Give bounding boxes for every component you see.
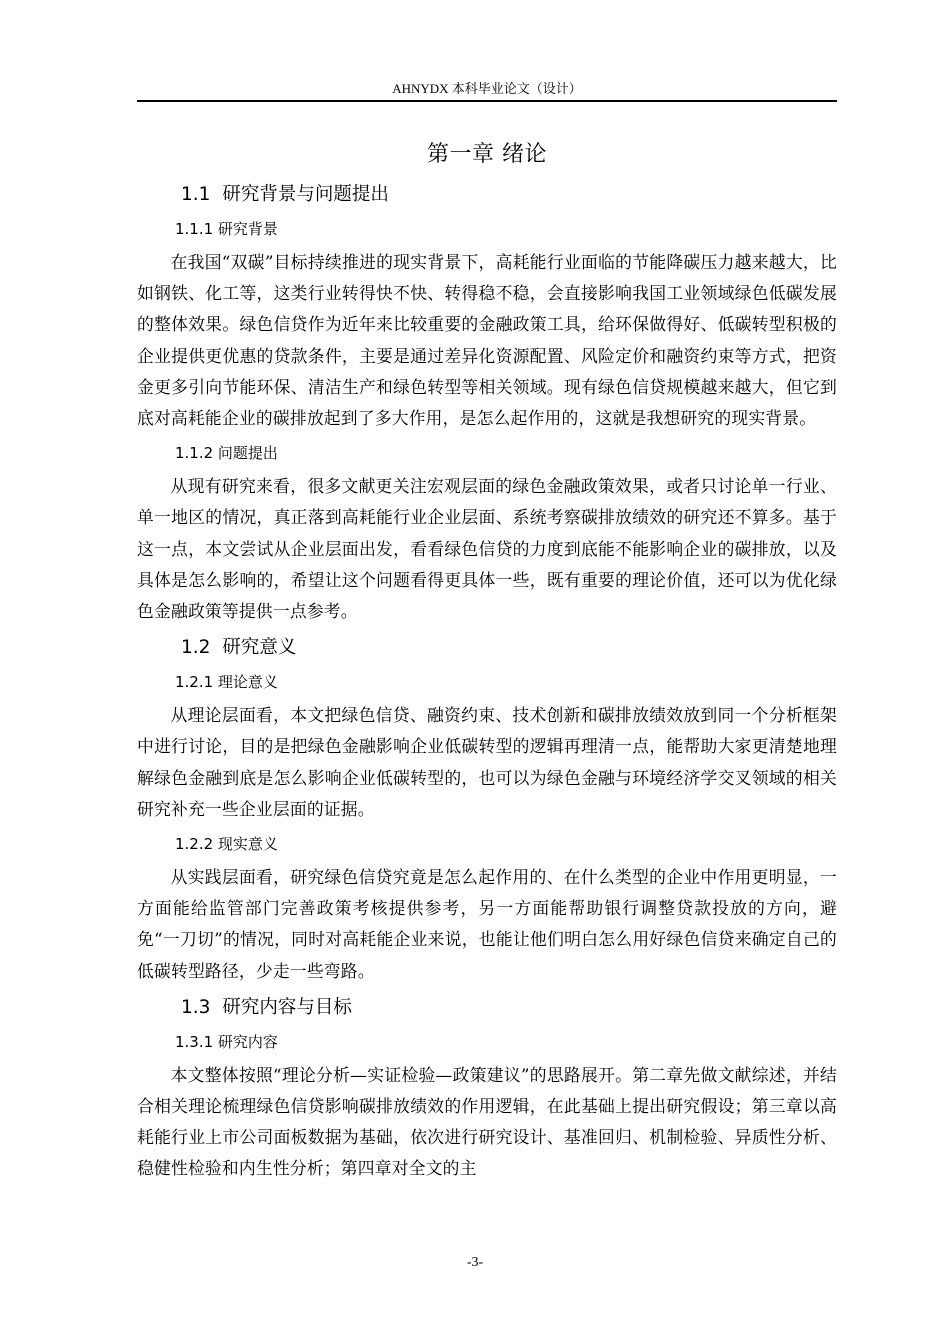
chapter-title: 第一章 绪论 bbox=[427, 142, 547, 167]
running-header: AHNYDX 本科毕业论文（设计） bbox=[392, 81, 582, 96]
paragraph-research-background: 在我国“双碳”目标持续推进的现实背景下，高耗能行业面临的节能降碳压力越来越大，比如钢铁、化工等，这类行业转得快不快、转得稳不稳，会直接影响我国工业领域绿色低碳发展的整体效果。绿色信贷作为近年来比较重要的金融政策工具，给环保做得好、低碳转型积极的企业提供更优惠的贷款条件，主要是通过差异化资源配置、风险定价和融资约束等方式，把资金更多引向节能环保、清洁生产和绿色转型等相关领域。现有绿色信贷规模越来越大，但它到底对高耗能企业的碳排放起到了多大作用，是怎么起作用的，这就是我想研究的现实背景。 bbox=[137, 252, 837, 429]
section-number: 1.1 bbox=[181, 184, 211, 205]
section-number: 1.3 bbox=[181, 996, 211, 1018]
section-heading-1-2 bbox=[181, 631, 837, 665]
paragraph-practical-significance: 从实践层面看，研究绿色信贷究竟是怎么起作用的、在什么类型的企业中作用更明显，一方面能给监管部门完善政策考核提供参考，另一方面能帮助银行调整贷款投放的方向，避免“一刀切”的情况，同时对高耗能企业来说，也能让他们明白怎么用好绿色信贷来确定自己的低碳转型路径，少走一些弯路。 bbox=[137, 867, 837, 981]
page-number: -3- bbox=[466, 1255, 484, 1270]
section-heading-1-1 bbox=[181, 178, 837, 212]
paragraph-theoretical-significance: 从理论层面看，本文把绿色信贷、融资约束、技术创新和碳排放绩效放到同一个分析框架中进行讨论，目的是把绿色金融影响企业低碳转型的逻辑再理清一点，能帮助大家更清楚地理解绿色金融到底是怎么影响企业低碳转型的，也可以为绿色金融与环境经济学交叉领域的相关研究补充一些企业层面的证据。 bbox=[137, 705, 837, 819]
subsection-heading-1-2-2: 1.2.2 现实意义 bbox=[175, 835, 278, 854]
section-title: 研究内容与目标 bbox=[222, 996, 352, 1018]
subsection-heading-1-1-1: 1.1.1 研究背景 bbox=[175, 220, 278, 238]
page-content bbox=[137, 138, 837, 1189]
paragraph-problem-statement: 从现有研究来看，很多文献更关注宏观层面的绿色金融政策效果，或者只讨论单一行业、单一地区的情况，真正落到高耗能行业企业层面、系统考察碳排放绩效的研究还不算多。基于这一点，本文尝试从企业层面出发，看看绿色信贷的力度到底能不能影响企业的碳排放，以及具体是怎么影响的，希望让这个问题看得更具体一些，既有重要的理论价值，还可以为优化绿色金融政策等提供一点参考。 bbox=[137, 476, 837, 622]
section-heading-1-3 bbox=[181, 991, 837, 1025]
section-title: 研究背景与问题提出 bbox=[222, 184, 389, 205]
subsection-heading-1-3-1: 1.3.1 研究内容 bbox=[175, 1032, 278, 1051]
paragraph-research-content: 本文整体按照“理论分析—实证检验—政策建议”的思路展开。第二章先做文献综述，并结合相关理论梳理绿色信贷影响碳排放绩效的作用逻辑，在此基础上提出研究假设；第三章以高耗能行业上市公司面板数据为基础，依次进行研究设计、基准回归、机制检验、异质性分析、稳健性检验和内生性分析；第四章对全文的主 bbox=[137, 1064, 837, 1179]
subsection-heading-1-1-2: 1.1.2 问题提出 bbox=[175, 444, 278, 463]
section-title: 研究意义 bbox=[222, 637, 297, 659]
header-rule bbox=[137, 100, 837, 102]
section-number: 1.2 bbox=[181, 637, 211, 659]
subsection-heading-1-2-1: 1.2.1 理论意义 bbox=[175, 673, 278, 692]
